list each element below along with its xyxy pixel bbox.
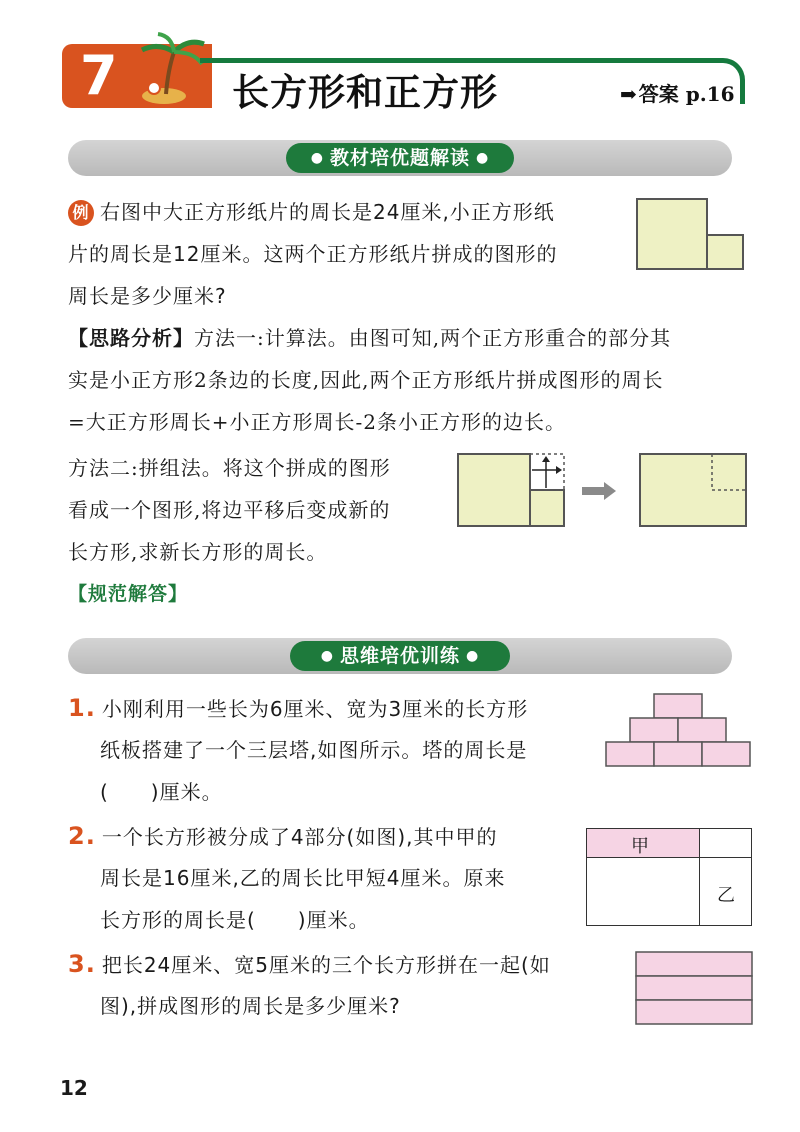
transform-arrow-icon — [582, 482, 618, 500]
question-3-number: 3. — [68, 950, 96, 978]
question-2-line-1: 2. 一个长方形被分成了4部分(如图),其中甲的 — [68, 822, 498, 850]
label-jia: 甲 — [631, 836, 649, 857]
method2-line-1: 方法二:拼组法。将这个拼成的图形 — [68, 456, 391, 480]
question-1-line-1: 1. 小刚利用一些长为6厘米、宽为3厘米的长方形 — [68, 694, 529, 722]
page-title: 长方形和正方形 — [232, 71, 498, 114]
question-2-line-2: 周长是16厘米,乙的周长比甲短4厘米。原来 — [100, 866, 506, 890]
example-line-3: 周长是多少厘米? — [68, 284, 227, 308]
section-banner-title: ● 教材培优题解读 ● — [286, 143, 514, 173]
question-3-line-2: 图),拼成图形的周长是多少厘米? — [100, 994, 401, 1018]
question-2-line-3: 长方形的周长是( )厘米。 — [100, 908, 370, 932]
section-banner-title-2: ● 思维培优训练 ● — [290, 641, 510, 671]
question-1-number: 1. — [68, 694, 96, 722]
new-rectangle-figure — [638, 452, 748, 530]
arrow-right-icon: ➡ — [620, 82, 637, 106]
answer-reference-text: 答案 p.16 — [638, 82, 735, 106]
example-badge: 例 — [68, 200, 94, 226]
question-1-line-3: ( )厘米。 — [100, 780, 223, 804]
method2-line-3: 长方形,求新长方形的周长。 — [68, 540, 328, 564]
example-line-2: 片的周长是12厘米。这两个正方形纸片拼成的图形的 — [68, 242, 558, 266]
method2-line-2: 看成一个图形,将边平移后变成新的 — [68, 498, 391, 522]
standard-answer-label: 【规范解答】 — [68, 583, 189, 605]
tower-figure — [602, 692, 754, 770]
analysis-line-1: 【思路分析】方法一:计算法。由图可知,两个正方形重合的部分其 — [68, 326, 672, 350]
analysis-line-2: 实是小正方形2条边的长度,因此,两个正方形纸片拼成图形的周长 — [68, 368, 664, 392]
page-number: 12 — [60, 1076, 88, 1100]
question-3-line-1: 3. 把长24厘米、宽5厘米的三个长方形拼在一起(如 — [68, 950, 551, 978]
combined-shape-figure — [456, 452, 566, 530]
analysis-label: 【思路分析】 — [68, 326, 194, 350]
question-2-number: 2. — [68, 822, 96, 850]
stacked-rectangles-figure — [634, 950, 754, 1026]
label-yi: 乙 — [717, 885, 735, 906]
divided-rectangle-figure — [586, 828, 752, 926]
example-line-1: 例 右图中大正方形纸片的周长是24厘米,小正方形纸 — [68, 198, 555, 226]
answer-reference — [620, 78, 735, 107]
big-square-figure — [636, 198, 708, 270]
palm-island-icon — [128, 30, 208, 110]
small-square-figure — [706, 234, 744, 270]
chapter-number: 7 — [80, 44, 118, 107]
analysis-line-3: =大正方形周长+小正方形周长-2条小正方形的边长。 — [68, 410, 566, 434]
question-1-line-2: 纸板搭建了一个三层塔,如图所示。塔的周长是 — [100, 738, 528, 762]
